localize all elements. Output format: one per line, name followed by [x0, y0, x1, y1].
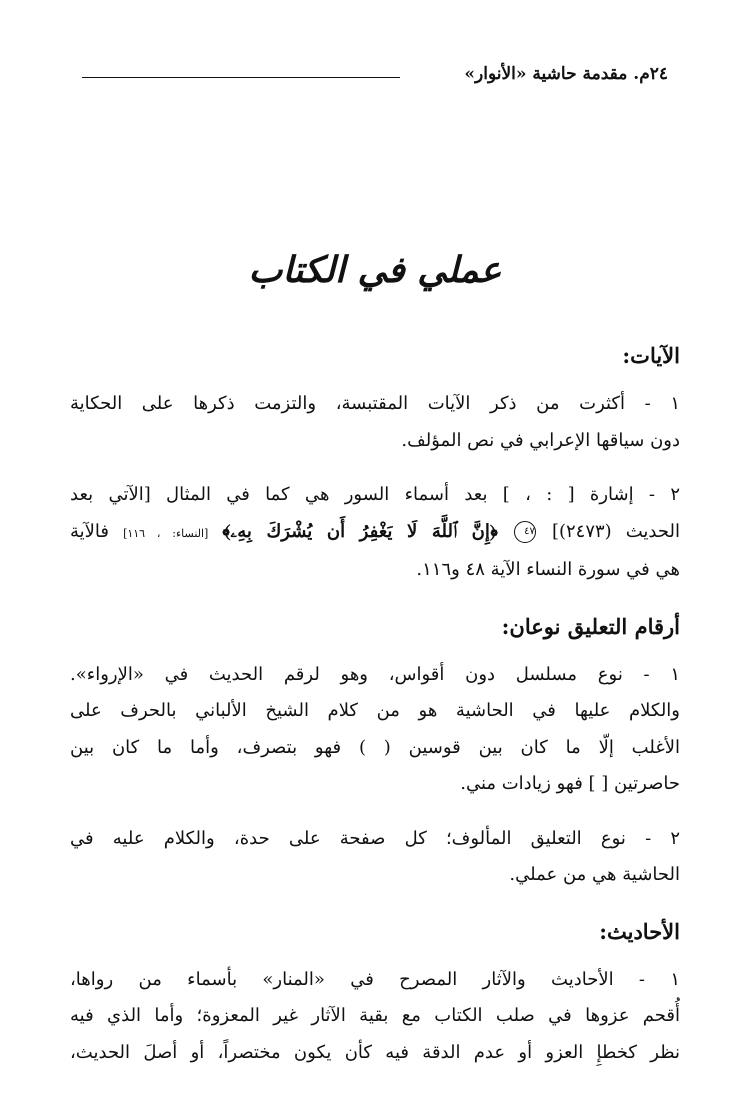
- text-line: أُقحم عزوها في صلب الكتاب مع بقية الآثار غير المعزوة؛ وأما الذي فيه: [70, 1005, 680, 1026]
- paragraph: [70, 821, 680, 894]
- page-body: [70, 336, 680, 1089]
- paragraph: [70, 477, 680, 589]
- verse-reference: [النساء: ، ١١٦]: [123, 526, 209, 540]
- text-line: دون سياقها الإعرابي في نص المؤلف.: [401, 429, 680, 451]
- section-heading-hadiths: الأحاديث:: [599, 918, 680, 944]
- paragraph: [70, 386, 680, 459]
- text-line: ١ - نوع مسلسل دون أقواس، وهو لرقم الحديث في «الإرواء».: [70, 663, 680, 685]
- text-span: الحديث (٢٤٧٣)]: [551, 520, 680, 542]
- text-line: ١ - الأحاديث والآثار المصرح في «المنار» بأسماء من رواها،: [70, 968, 680, 990]
- text-span: فالآية: [70, 520, 110, 542]
- text-line: هي في سورة النساء الآية ٤٨ و١١٦.: [416, 559, 680, 580]
- text-line: ١ - أكثرت من ذكر الآيات المقتبسة، والتزمت ذكرها على الحكاية: [70, 393, 680, 414]
- header-title: ٢٤م. مقدمة حاشية «الأنوار»: [464, 64, 668, 84]
- section-heading-footnote-numbers: أرقام التعليق نوعان:: [501, 613, 680, 639]
- text-line-with-ayah: [70, 514, 680, 553]
- text-line: والكلام عليها في الحاشية هو من كلام الشيخ الألباني بالحرف على: [70, 700, 680, 721]
- text-line: الحاشية هي من عملي.: [509, 864, 680, 885]
- text-line: الأغلب إلّا ما كان بين قوسين ( ) فهو بتصرف، وأما ما كان بين: [70, 736, 680, 758]
- text-line: ٢ - إشارة [ : ، ] بعد أسماء السور هي كما في المثال [الآتي بعد: [70, 484, 680, 505]
- chapter-title: عملي في الكتاب: [248, 249, 502, 291]
- header-rule: [82, 77, 400, 78]
- text-line: حاصرتين [ ] فهو زيادات مني.: [460, 773, 680, 794]
- paragraph: [70, 962, 680, 1072]
- text-line: ٢ - نوع التعليق المألوف؛ كل صفحة على حدة، والكلام عليه في: [70, 827, 680, 849]
- text-line: نظر كخطإِ العزو أو عدم الدقة فيه كأن يكون مختصراً، أو أصلَ الحديث،: [70, 1041, 680, 1063]
- running-header: [82, 64, 668, 88]
- ayah-number-marker: ٤٧: [514, 521, 536, 543]
- paragraph: [70, 657, 680, 803]
- quran-verse: ﴿إِنَّ ٱللَّهَ لَا يَغْفِرُ أَن يُشْرَكَ بِهِۦ﴾: [222, 520, 498, 542]
- section-heading-verses: الآيات:: [622, 343, 680, 368]
